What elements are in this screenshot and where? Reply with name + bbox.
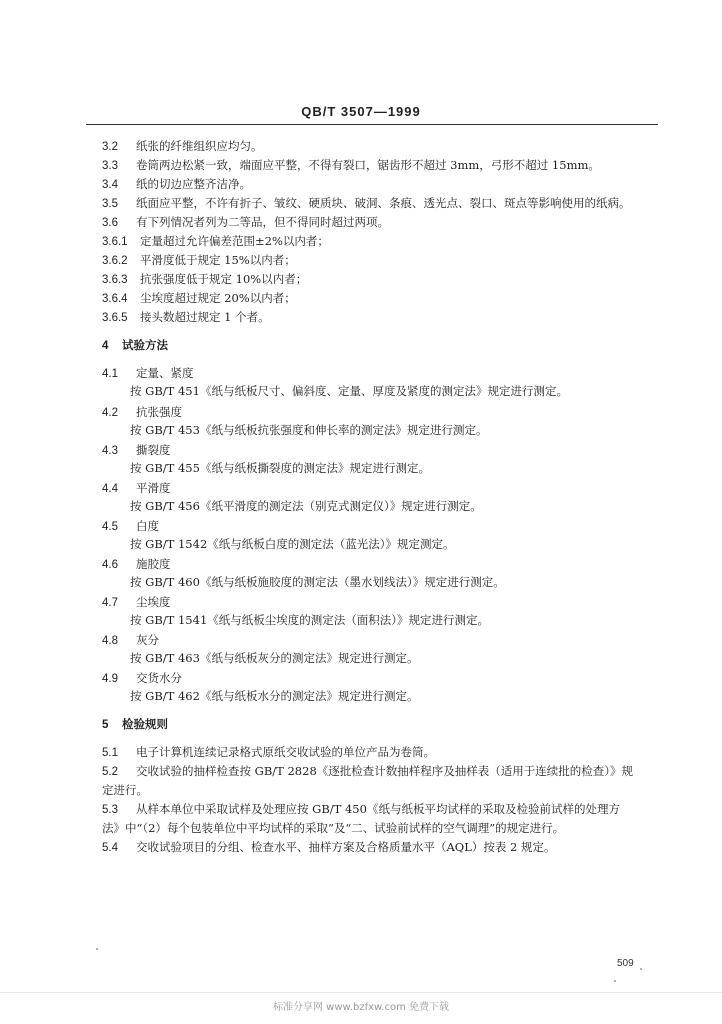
clause-title: 灰分 [136, 633, 159, 647]
clause-title: 交货水分 [136, 671, 182, 685]
footer-rule [0, 992, 722, 993]
clause-text: 有下列情况者列为二等品，但不得同时超过两项。 [136, 215, 389, 229]
clause-title: 撕裂度 [136, 443, 171, 457]
clause-5-2-continued: 定进行。 [102, 783, 148, 797]
clause-3-3 [102, 157, 600, 174]
clause-4-2-text: 按 GB/T 453《纸与纸板抗张强度和伸长率的测定法》规定进行测定。 [130, 423, 488, 437]
clause-number: 3.2 [102, 141, 118, 153]
header-rule [86, 124, 658, 125]
clause-text: 定量超过允许偏差范围±2%以内者； [140, 234, 329, 248]
footer-watermark: 标准分享网 www.bzfxw.com 免费下载 [273, 1002, 449, 1013]
section-5-heading [102, 716, 168, 733]
clause-title: 尘埃度 [136, 595, 171, 609]
clause-number: 5.2 [102, 766, 118, 778]
clause-4-5-title [102, 518, 159, 535]
clause-text: 从样本单位中采取试样及处理应按 GB/T 450《纸与纸板平均试样的采取及检验前试样的处理方 [136, 802, 620, 816]
clause-text: 抗张强度低于规定 10%以内者； [140, 272, 308, 286]
clause-number: 4.7 [102, 597, 118, 609]
page-number: 509 [617, 958, 634, 969]
clause-number: 3.6.5 [102, 312, 128, 324]
clause-number: 4.5 [102, 521, 118, 533]
clause-number: 3.3 [102, 160, 118, 172]
section-4-heading [102, 337, 168, 354]
clause-text: 电子计算机连续记录格式原纸交收试验的单位产品为卷筒。 [136, 745, 435, 759]
clause-4-4-title [102, 480, 171, 497]
clause-text: 平滑度低于规定 15%以内者； [140, 253, 296, 267]
clause-number: 3.5 [102, 198, 118, 210]
clause-number: 5.1 [102, 747, 118, 759]
clause-5-1 [102, 744, 435, 761]
clause-number: 4.2 [102, 407, 118, 419]
clause-text: 交收试验项目的分组、检查水平、抽样方案及合格质量水平（AQL）按表 2 规定。 [136, 840, 556, 854]
clause-number: 3.6.3 [102, 274, 128, 286]
clause-text: 交收试验的抽样检查按 GB/T 2828《逐批检查计数抽样程序及抽样表（适用于连续批的检查）》规 [136, 764, 634, 778]
clause-3-6-1 [102, 233, 329, 250]
document-header: QB/T 3507—1999 [301, 104, 421, 119]
clause-5-3-continued: 法》中“（2）每个包装单位中平均试样的采取”及“二、试验前试样的空气调理”的规定进行。 [102, 821, 565, 835]
scan-speck [614, 980, 616, 982]
clause-4-3-title [102, 442, 171, 459]
clause-text: 卷筒两边松紧一致，端面应平整，不得有裂口，锯齿形不超过 3mm，弓形不超过 15mm。 [136, 158, 600, 172]
clause-title: 施胶度 [136, 557, 171, 571]
clause-title: 平滑度 [136, 481, 171, 495]
section-number: 5 [102, 719, 109, 731]
clause-number: 3.6.2 [102, 255, 128, 267]
clause-number: 4.1 [102, 368, 118, 380]
clause-number: 4.4 [102, 483, 118, 495]
clause-number: 4.8 [102, 635, 118, 647]
clause-4-5-text: 按 GB/T 1542《纸与纸板白度的测定法（蓝光法）》规定测定。 [130, 537, 455, 551]
clause-text: 纸面应平整，不许有折子、皱纹、硬质块、破洞、条痕、透光点、裂口、斑点等影响使用的纸病。 [136, 196, 631, 210]
section-title: 试验方法 [122, 338, 168, 352]
clause-number: 3.6 [102, 217, 118, 229]
clause-title: 抗张强度 [136, 405, 182, 419]
clause-3-6-5 [102, 309, 270, 326]
clause-4-8-title [102, 632, 159, 649]
clause-number: 3.4 [102, 179, 118, 191]
clause-4-2-title [102, 404, 182, 421]
clause-text: 纸的切边应整齐洁净。 [136, 177, 251, 191]
clause-4-1-title [102, 365, 194, 382]
clause-3-4 [102, 176, 251, 193]
clause-4-1-text: 按 GB/T 451《纸与纸板尺寸、偏斜度、定量、厚度及紧度的测定法》规定进行测定。 [130, 384, 568, 398]
clause-4-6-title [102, 556, 171, 573]
clause-number: 5.4 [102, 842, 118, 854]
clause-title: 定量、紧度 [136, 366, 194, 380]
clause-text: 尘埃度超过规定 20%以内者； [140, 291, 296, 305]
clause-5-4 [102, 839, 556, 856]
clause-number: 5.3 [102, 804, 118, 816]
clause-number: 4.3 [102, 445, 118, 457]
clause-5-3 [102, 801, 620, 818]
clause-4-9-text: 按 GB/T 462《纸与纸板水分的测定法》规定进行测定。 [130, 689, 419, 703]
clause-number: 3.6.1 [102, 236, 128, 248]
clause-title: 白度 [136, 519, 159, 533]
clause-4-4-text: 按 GB/T 456《纸平滑度的测定法（别克式测定仪）》规定进行测定。 [130, 499, 482, 513]
clause-4-9-title [102, 670, 182, 687]
scan-speck [640, 968, 642, 970]
clause-3-6-3 [102, 271, 307, 288]
clause-4-7-title [102, 594, 171, 611]
clause-number: 3.6.4 [102, 293, 128, 305]
clause-number: 4.9 [102, 673, 118, 685]
clause-3-6 [102, 214, 389, 231]
clause-text: 接头数超过规定 1 个者。 [140, 310, 270, 324]
clause-5-2 [102, 763, 633, 780]
clause-3-2 [102, 138, 263, 155]
clause-4-8-text: 按 GB/T 463《纸与纸板灰分的测定法》规定进行测定。 [130, 651, 419, 665]
section-title: 检验规则 [122, 717, 168, 731]
scan-speck [96, 948, 98, 950]
clause-3-6-2 [102, 252, 296, 269]
clause-text: 纸张的纤维组织应均匀。 [136, 139, 263, 153]
clause-number: 4.6 [102, 559, 118, 571]
clause-3-5 [102, 195, 631, 212]
section-number: 4 [102, 340, 109, 352]
clause-4-3-text: 按 GB/T 455《纸与纸板撕裂度的测定法》规定进行测定。 [130, 461, 430, 475]
clause-4-6-text: 按 GB/T 460《纸与纸板施胶度的测定法（墨水划线法）》规定进行测定。 [130, 575, 505, 589]
clause-3-6-4 [102, 290, 296, 307]
clause-4-7-text: 按 GB/T 1541《纸与纸板尘埃度的测定法（面积法）》规定进行测定。 [130, 613, 490, 627]
